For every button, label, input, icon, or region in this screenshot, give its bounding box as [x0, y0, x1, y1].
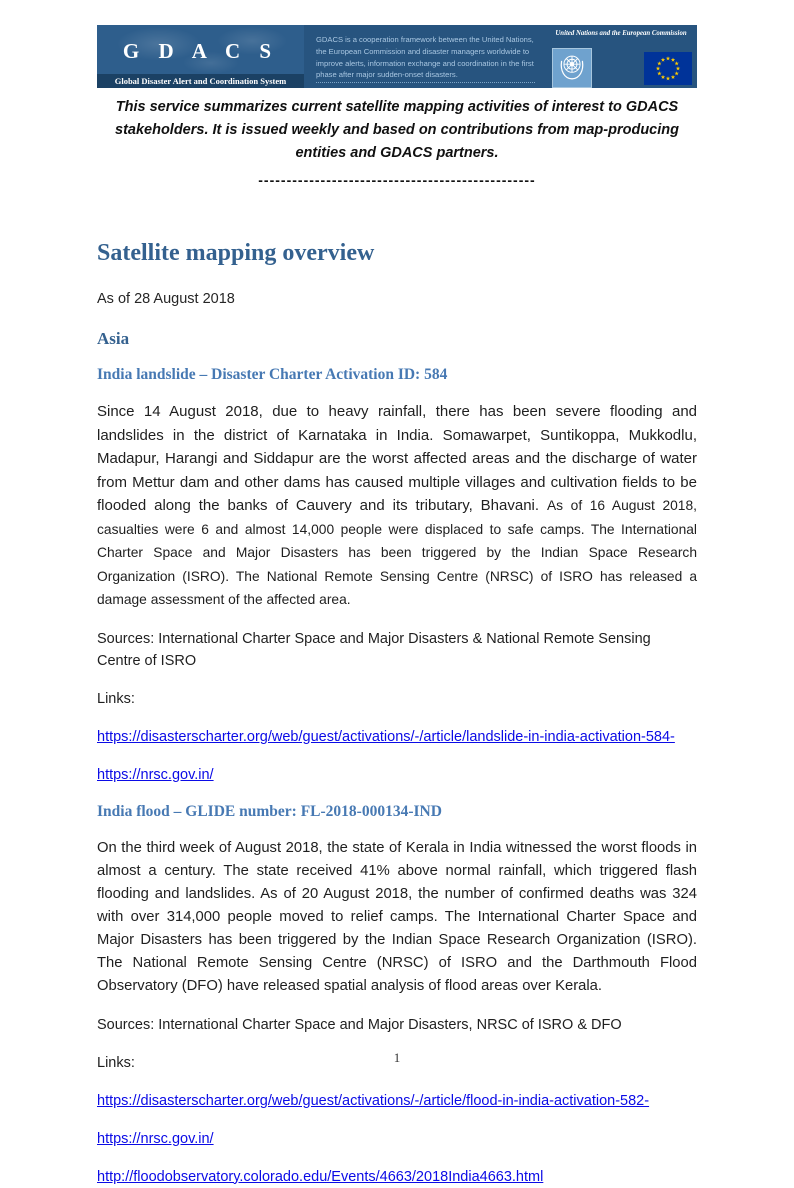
link-line [97, 1128, 697, 1150]
link-line [97, 726, 697, 748]
page-content [97, 25, 697, 1188]
gdacs-description-text: GDACS is a cooperation framework between the United Nations, the European Commission and disaster managers worldwide to improve alerts, information exchange and coordination in the first phase after major sudden-onset disasters. [316, 35, 534, 80]
link-nrsc[interactable]: https://nrsc.gov.in/ [97, 766, 214, 783]
page-number: 1 [393, 1050, 401, 1065]
link-disasterscharter-landslide[interactable]: https://disasterscharter.org/web/guest/activations/-/article/landslide-in-india-activation-584- [97, 728, 675, 745]
gdacs-logo-subtitle: Global Disaster Alert and Coordination System [97, 74, 304, 88]
link-line [97, 1166, 697, 1188]
service-intro-text: This service summarizes current satellite mapping activities of interest to GDACS stakeholders. It is issued weekly and based on contributions from map-producing entities and GDACS partners. [115, 99, 679, 161]
links-label: Links: [97, 690, 135, 707]
section-paragraph [97, 400, 697, 612]
un-emblem-icon [552, 48, 592, 88]
sources-line: Sources: International Charter Space and Major Disasters & National Remote Sensing Centre of ISRO [97, 630, 651, 669]
dashed-separator: ------------------------------------------------- [258, 172, 536, 188]
banner-right [545, 25, 697, 88]
gdacs-logo [97, 25, 304, 88]
org-logos [545, 37, 697, 88]
banner-dotted-divider [316, 82, 535, 83]
section-heading: India flood – GLIDE number: FL-2018-000134-IND [97, 802, 442, 820]
un-eu-caption: United Nations and the European Commission [555, 30, 687, 37]
gdacs-header-banner [97, 25, 697, 88]
section-paragraph: On the third week of August 2018, the state of Kerala in India witnessed the worst floods in almost a century. The state received 41% above normal rainfall, which triggered flash flooding and landslides. As of 20 August 2018, the number of confirmed deaths was 324 with over 314,000 people moved to relief camps. The International Charter Space and Major Disasters has been triggered by the Indian Space Research Organization (ISRO). The National Remote Sensing Centre (NRSC) of ISRO and the Darthmouth Flood Observatory (DFO) have released spatial analysis of flood areas over Kerala. [97, 839, 697, 994]
section-india-flood [97, 803, 697, 1188]
page-title: Satellite mapping overview [97, 240, 375, 266]
region-heading-asia: Asia [97, 329, 130, 348]
section-india-landslide [97, 366, 697, 786]
sources-line: Sources: International Charter Space and Major Disasters, NRSC of ISRO & DFO [97, 1016, 622, 1033]
paragraph-main-text: Since 14 August 2018, due to heavy rainfall, there has been severe flooding and landslides in the district of Karnataka in India. Somawarpet, Suntikoppa, Mukkodlu, Madapur, Harangi and Siddapur are the worst affected areas and the discharge of water from Mettur dam and other dams has caused multiple villages and cultivation fields to be flooded along the banks of Cauvery and its tributary, Bhavani. [97, 403, 697, 514]
link-nrsc[interactable]: https://nrsc.gov.in/ [97, 1130, 214, 1147]
link-line [97, 1090, 697, 1112]
section-heading: India landslide – Disaster Charter Activation ID: 584 [97, 366, 448, 383]
links-label: Links: [97, 1054, 135, 1071]
link-floodobservatory[interactable]: http://floodobservatory.colorado.edu/Events/4663/2018India4663.html [97, 1168, 544, 1185]
eu-flag-icon [644, 52, 692, 85]
link-disasterscharter-flood[interactable]: https://disasterscharter.org/web/guest/activations/-/article/flood-in-india-activation-582- [97, 1092, 650, 1109]
gdacs-logo-title: G D A C S [122, 39, 279, 63]
gdacs-description [304, 25, 545, 88]
as-of-date: As of 28 August 2018 [97, 291, 235, 307]
link-line [97, 764, 697, 786]
paragraph-small-text: As of 16 August 2018, casualties were 6 and almost 14,000 people were displaced to safe camps. The International Charter Space and Major Disasters has been triggered by the Indian Space Research Organization (ISRO). The National Remote Sensing Centre (NRSC) of ISRO has released a damage assessment of the affected area. [97, 498, 697, 607]
